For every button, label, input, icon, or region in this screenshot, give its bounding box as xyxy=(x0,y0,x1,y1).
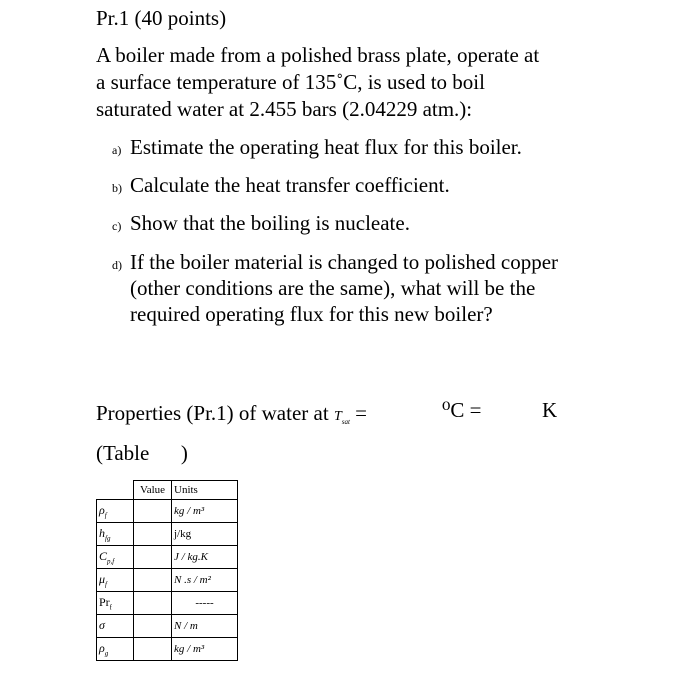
units-cell: kg / m³ xyxy=(172,638,238,661)
symbol-cell: $h_{fg}$ xyxy=(97,523,134,546)
units-cell: ----- xyxy=(172,592,238,615)
units-cell: j/kg xyxy=(172,523,238,546)
question-a xyxy=(112,134,522,163)
celsius-unit: ⁰C = xyxy=(442,398,482,422)
question-a-text: Estimate the operating heat flux for this boiler. xyxy=(130,135,522,159)
header-value: Value xyxy=(134,481,172,500)
table-header-row xyxy=(97,481,238,500)
symbol-cell: $\rho_f$ xyxy=(97,500,134,523)
properties-table xyxy=(96,480,238,661)
units-cell: J / kg.K xyxy=(172,546,238,569)
header-empty-cell xyxy=(97,481,134,500)
question-c-text: Show that the boiling is nucleate. xyxy=(130,211,410,235)
question-b-label: b) xyxy=(112,181,122,195)
units-cell: N / m xyxy=(172,615,238,638)
value-cell[interactable] xyxy=(134,569,172,592)
tsat-symbol: $T_{sat}$ xyxy=(333,409,350,426)
symbol-cell: $\rho_g$ xyxy=(97,638,134,661)
value-cell[interactable] xyxy=(134,615,172,638)
properties-title: Properties (Pr.1) of water at xyxy=(96,401,329,425)
question-b-text: Calculate the heat transfer coefficient. xyxy=(130,173,450,197)
problem-statement xyxy=(96,42,539,123)
question-d-text: If the boiler material is changed to polished copper (other conditions are the same), what will be the required operating flux for this new boiler? xyxy=(130,250,559,326)
symbol-cell: σ xyxy=(97,615,134,638)
table-row xyxy=(97,615,238,638)
statement-line-2: a surface temperature of 135˚C, is used to boil xyxy=(96,70,485,94)
units-cell: N .s / m² xyxy=(172,569,238,592)
value-cell[interactable] xyxy=(134,500,172,523)
properties-heading xyxy=(96,398,367,469)
statement-line-3: saturated water at 2.455 bars (2.04229 atm.): xyxy=(96,97,473,121)
table-row xyxy=(97,592,238,615)
value-cell[interactable] xyxy=(134,592,172,615)
value-cell[interactable] xyxy=(134,546,172,569)
problem-title: Pr.1 (40 points) xyxy=(96,6,227,30)
question-d-label: d) xyxy=(112,258,122,272)
header-units: Units xyxy=(172,481,238,500)
question-c-label: c) xyxy=(112,219,122,233)
units-cell: kg / m³ xyxy=(172,500,238,523)
value-cell[interactable] xyxy=(134,638,172,661)
question-b xyxy=(112,172,450,201)
table-row xyxy=(97,500,238,523)
table-row xyxy=(97,523,238,546)
table-row xyxy=(97,638,238,661)
symbol-cell: $\mu_f$ xyxy=(97,569,134,592)
question-a-label: a) xyxy=(112,143,122,157)
symbol-cell: $Pr_f$ xyxy=(97,592,134,615)
table-reference: (Table ) xyxy=(96,440,188,465)
table-row xyxy=(97,569,238,592)
kelvin-unit: K xyxy=(542,398,558,422)
value-cell[interactable] xyxy=(134,523,172,546)
table-row xyxy=(97,546,238,569)
symbol-cell: $C_{p,f}$ xyxy=(97,546,134,569)
tsat-equals: = xyxy=(355,401,367,425)
statement-line-1: A boiler made from a polished brass plate, operate at xyxy=(96,43,540,67)
question-c xyxy=(112,210,410,239)
question-d xyxy=(112,249,590,327)
